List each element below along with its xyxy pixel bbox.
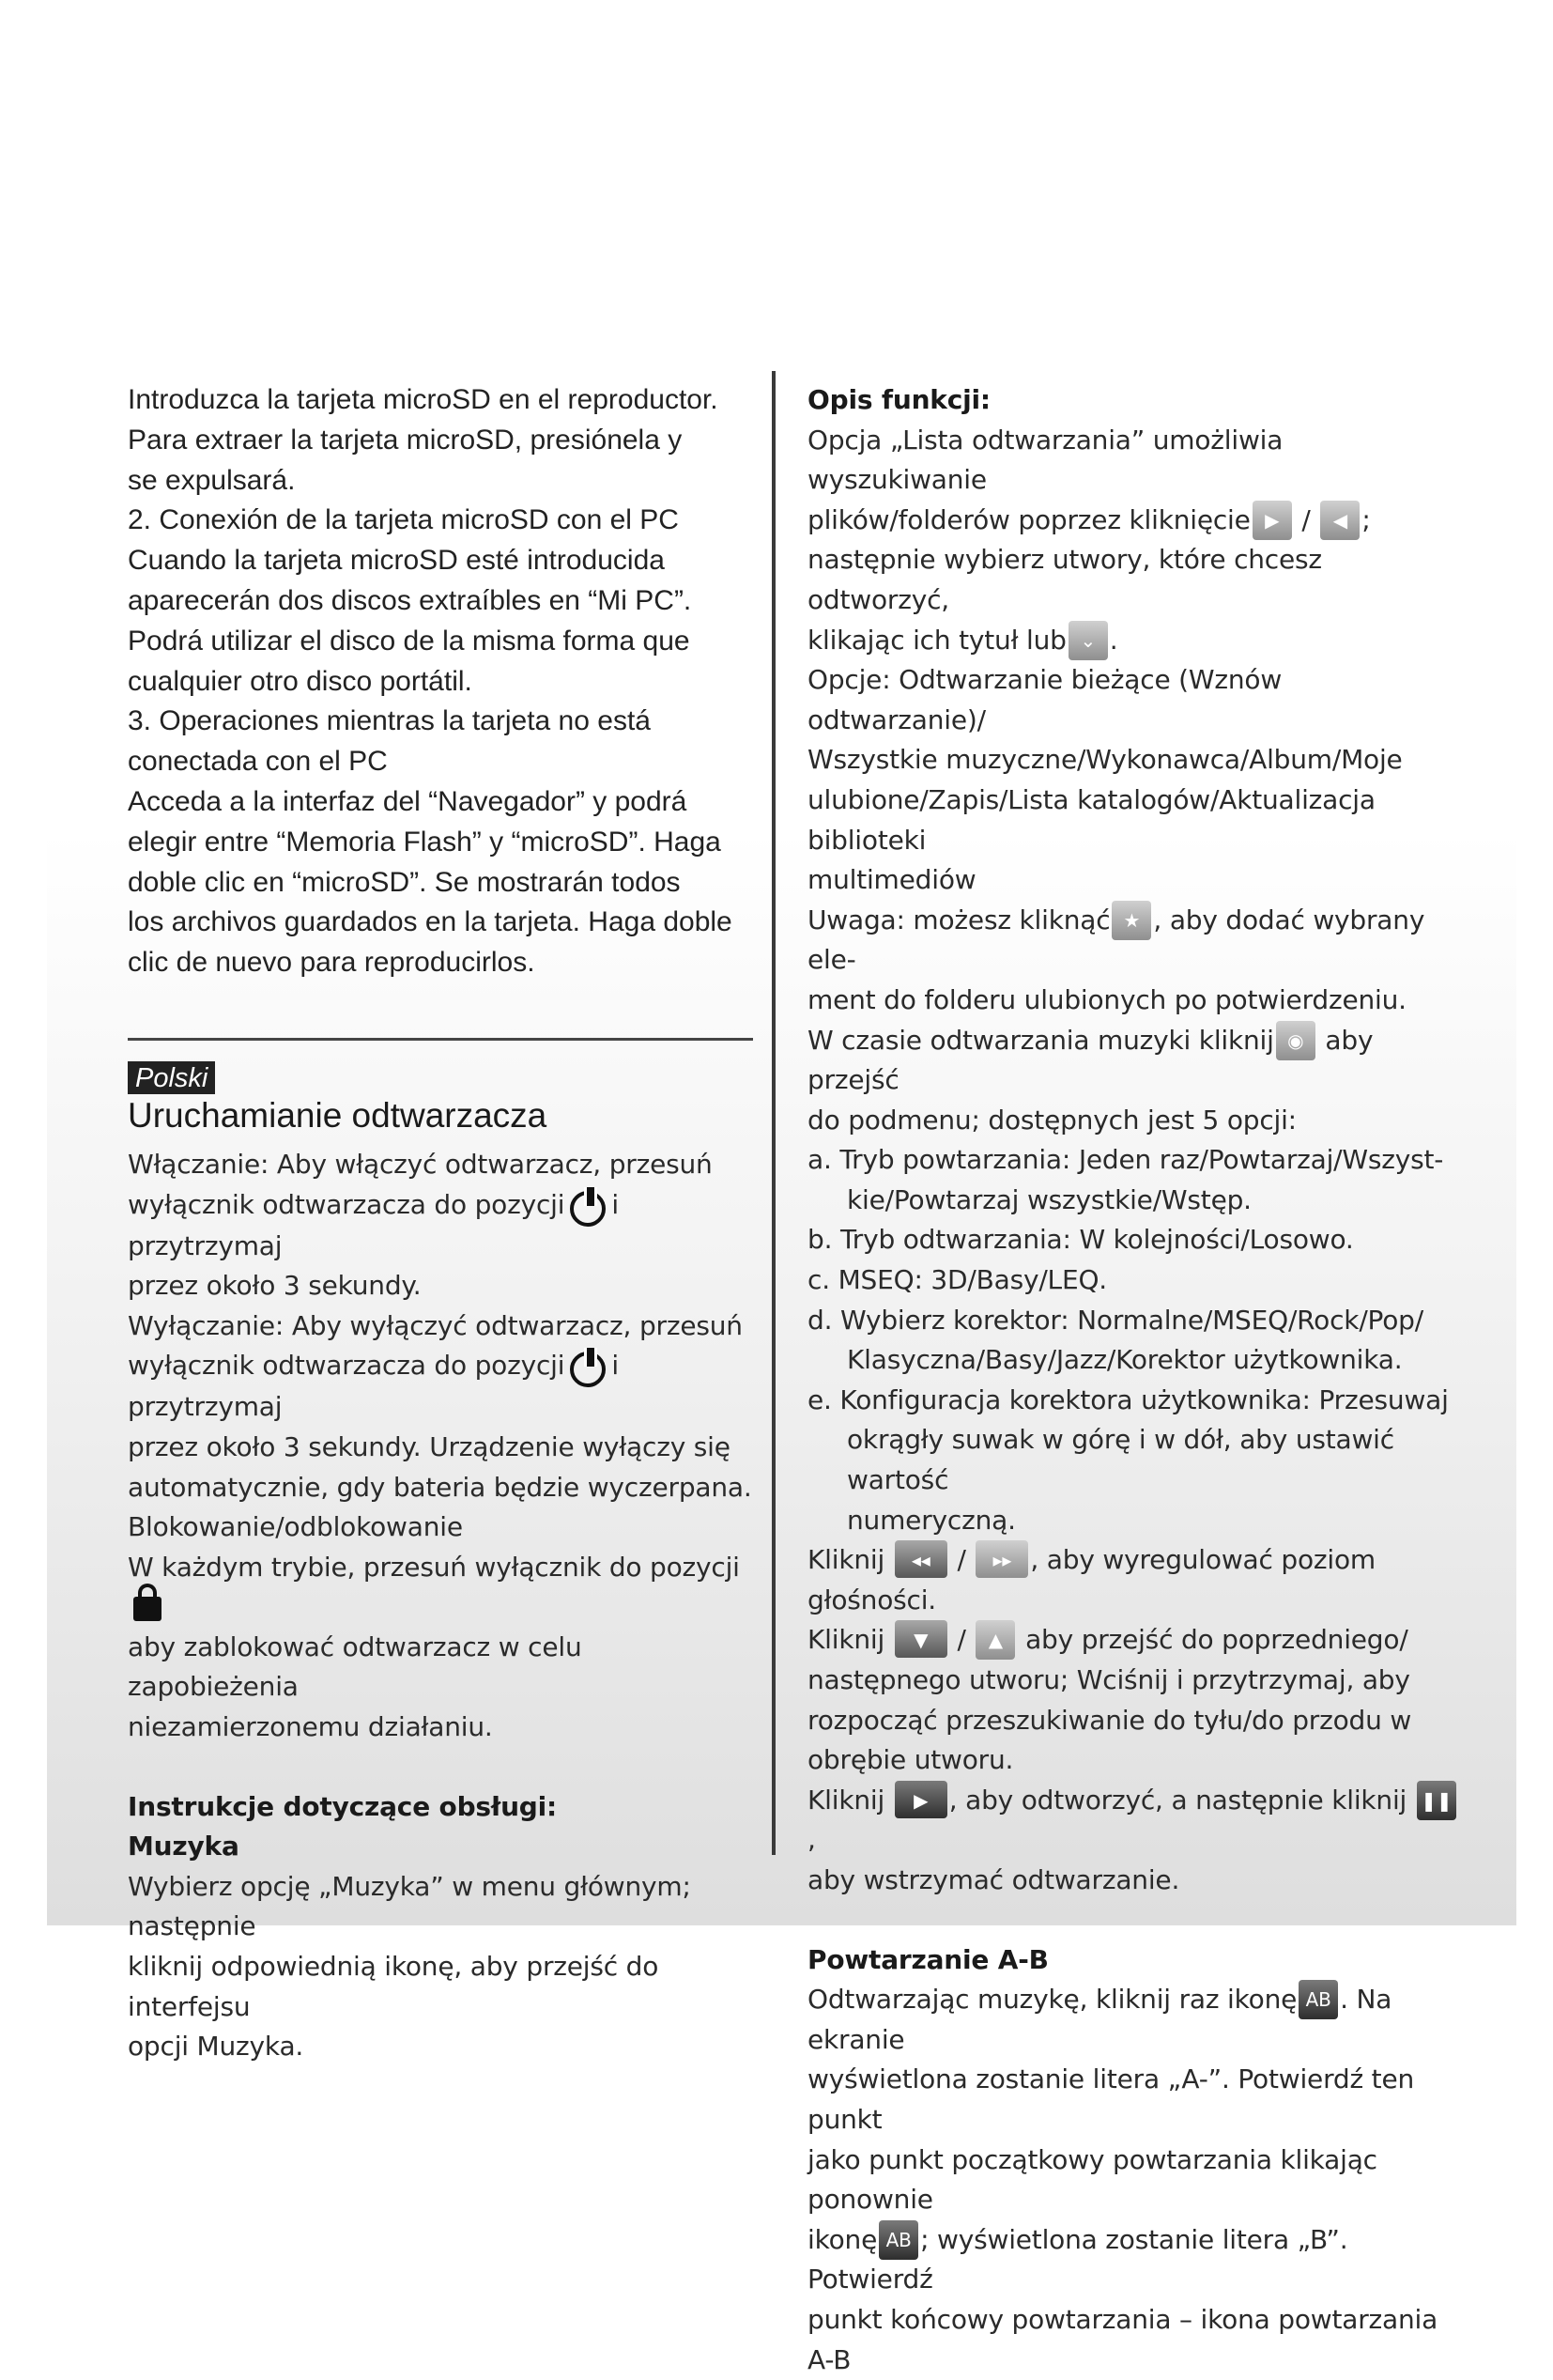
option-d-cont: Klasyczna/Basy/Jazz/Korektor użytkownika. (847, 1344, 1403, 1376)
ab-repeat-text: wyświetlona zostanie litera „A-”. Potwierdź ten punkt (807, 2063, 1415, 2135)
lock-text: niezamierzonemu działaniu. (128, 1711, 493, 1743)
ab-repeat-text: ikonę AB ; wyświetlona zostanie litera „B”. Potwierdź (807, 2220, 1465, 2300)
ab-repeat-icon: AB (1299, 1980, 1338, 2019)
lock-icon (133, 1597, 161, 1621)
power-on-text: Włączanie: Aby włączyć odtwarzacz, przesuń (128, 1148, 713, 1180)
section-divider (128, 1038, 753, 1041)
options-text: Wszystkie muzyczne/Wykonawca/Album/Moje (807, 744, 1403, 776)
volume-text: Kliknij ◂◂ / ▸▸ , aby wyregulować poziom głośności. (807, 1540, 1465, 1620)
music-text: Wybierz opcję „Muzyka” w menu głównym; następnie (128, 1870, 691, 1942)
submenu-text: do podmenu; dostępnych jest 5 opcji: (807, 1104, 1297, 1136)
ab-repeat-icon: AB (879, 2220, 918, 2260)
spanish-line: los archivos guardados en la tarjeta. Haga doble (128, 906, 732, 938)
lock-heading: Blokowanie/odblokowanie (128, 1511, 463, 1543)
volume-down-icon: ◂◂ (895, 1540, 947, 1578)
arrow-right-icon: ▶ (1253, 501, 1292, 540)
playlist-text: klikając ich tytuł lub ⌄ . (807, 621, 1465, 661)
ab-repeat-heading: Powtarzanie A-B (807, 1943, 1049, 1975)
power-on-text: przez około 3 sekundy. (128, 1270, 422, 1302)
playlist-text: następnie wybierz utwory, które chcesz odtworzyć, (807, 544, 1322, 615)
spanish-line: Podrá utilizar el disco de la misma forma que (128, 625, 690, 657)
language-badge-label: Polski (128, 1061, 215, 1094)
music-text: opcji Muzyka. (128, 2031, 304, 2063)
section-title: Uruchamianie odtwarzacza (128, 1095, 547, 1135)
spanish-line: Acceda a la interfaz del “Navegador” y podrá (128, 785, 687, 817)
option-a-cont: kie/Powtarzaj wszystkie/Wstęp. (847, 1183, 1252, 1215)
pause-icon: ❚❚ (1417, 1781, 1456, 1820)
power-icon (570, 1352, 606, 1387)
arrow-left-icon: ◀ (1320, 501, 1360, 540)
previous-track-icon: ▼ (895, 1620, 947, 1658)
option-e: e. Konfiguracja korektora użytkownika: Przesuwaj (807, 1383, 1449, 1415)
spanish-line: Introduzca la tarjeta microSD en el reproductor. (128, 384, 718, 415)
power-off-text: automatycznie, gdy bateria będzie wyczerpana. (128, 1471, 752, 1503)
track-text: Kliknij ▼ / ▲ aby przejść do poprzedniego/ (807, 1620, 1465, 1661)
submenu-text: W czasie odtwarzania muzyki kliknij ◉ aby przejść (807, 1021, 1465, 1101)
spanish-section (128, 380, 757, 983)
power-on-text: wyłącznik odtwarzacza do pozycji i przytrzymaj (128, 1188, 619, 1261)
volume-up-icon: ▸▸ (976, 1540, 1028, 1578)
lock-text: W każdym trybie, przesuń wyłącznik do pozycji (128, 1548, 757, 1628)
chevron-down-icon: ⌄ (1069, 621, 1108, 660)
track-text: następnego utworu; Wciśnij i przytrzymaj, aby (807, 1664, 1410, 1695)
instructions-heading: Instrukcje dotyczące obsługi: (128, 1790, 558, 1822)
power-off-text: przez około 3 sekundy. Urządzenie wyłączy się (128, 1430, 730, 1462)
option-e-cont: numeryczną. (847, 1504, 1016, 1536)
functions-heading: Opis funkcji: (807, 384, 991, 415)
option-a: a. Tryb powtarzania: Jeden raz/Powtarzaj/Wszyst- (807, 1144, 1444, 1176)
ab-repeat-text: punkt końcowy powtarzania – ikona powtarzania A-B (807, 2303, 1438, 2375)
playlist-text: plików/folderów poprzez kliknięcie ▶ / ◀ ; (807, 501, 1465, 541)
music-heading: Muzyka (128, 1831, 239, 1862)
note-text: Uwaga: możesz kliknąć ★ , aby dodać wybrany ele- (807, 901, 1465, 981)
options-text: multimediów (807, 864, 976, 896)
spanish-line: conectada con el PC (128, 746, 388, 778)
left-column (128, 380, 757, 2067)
play-text: aby wstrzymać odtwarzanie. (807, 1863, 1180, 1895)
spanish-line: clic de nuevo para reproducirlos. (128, 947, 535, 979)
spanish-line: 3. Operaciones mientras la tarjeta no está (128, 705, 651, 737)
note-text: ment do folderu ulubionych po potwierdzeniu. (807, 983, 1407, 1015)
power-off-text: wyłącznik odtwarzacza do pozycji i przytrzymaj (128, 1350, 619, 1423)
star-icon: ★ (1112, 901, 1151, 940)
music-text: kliknij odpowiednią ikonę, aby przejść do interfejsu (128, 1951, 659, 2022)
spanish-line: aparecerán dos discos extraíbles en “Mi PC”. (128, 584, 692, 616)
option-c: c. MSEQ: 3D/Basy/LEQ. (807, 1264, 1107, 1296)
column-divider (772, 371, 776, 1855)
option-b: b. Tryb odtwarzania: W kolejności/Losowo. (807, 1224, 1354, 1256)
spanish-line: cualquier otro disco portátil. (128, 665, 472, 697)
power-off-text: Wyłączanie: Aby wyłączyć odtwarzacz, przesuń (128, 1309, 743, 1341)
polish-left-body (128, 1145, 757, 2067)
track-text: obrębie utworu. (807, 1744, 1014, 1776)
options-text: Opcje: Odtwarzanie bieżące (Wznów odtwarzanie)/ (807, 664, 1283, 735)
play-icon: ▶ (895, 1781, 947, 1818)
spanish-line: Para extraer la tarjeta microSD, presiónela y (128, 424, 683, 456)
power-icon (570, 1191, 606, 1227)
language-badge (128, 1061, 757, 1094)
spanish-line: elegir entre “Memoria Flash” y “microSD”. Haga (128, 826, 721, 858)
settings-icon: ◉ (1276, 1021, 1315, 1060)
spanish-line: Cuando la tarjeta microSD esté introducida (128, 545, 665, 577)
option-d: d. Wybierz korektor: Normalne/MSEQ/Rock/Pop/ (807, 1304, 1423, 1336)
spanish-line: doble clic en “microSD”. Se mostrarán todos (128, 866, 681, 898)
ab-repeat-text: jako punkt początkowy powtarzania klikając ponownie (807, 2143, 1377, 2216)
track-text: rozpocząć przeszukiwanie do tyłu/do przodu w (807, 1704, 1412, 1736)
next-track-icon: ▲ (976, 1620, 1015, 1660)
ab-repeat-text: Odtwarzając muzykę, kliknij raz ikonę AB . Na ekranie (807, 1980, 1465, 2060)
right-column (807, 380, 1465, 2380)
play-text: Kliknij ▶ , aby odtworzyć, a następnie kliknij ❚❚ , (807, 1781, 1465, 1861)
option-e-cont: okrągły suwak w górę i w dół, aby ustawić wartość (847, 1424, 1394, 1496)
options-text: ulubione/Zapis/Lista katalogów/Aktualizacja biblioteki (807, 783, 1376, 856)
spanish-line: 2. Conexión de la tarjeta microSD con el PC (128, 504, 679, 536)
spanish-line: se expulsará. (128, 464, 296, 496)
lock-text: aby zablokować odtwarzacz w celu zapobieżenia (128, 1630, 582, 1703)
playlist-text: Opcja „Lista odtwarzania” umożliwia wyszukiwanie (807, 424, 1284, 496)
